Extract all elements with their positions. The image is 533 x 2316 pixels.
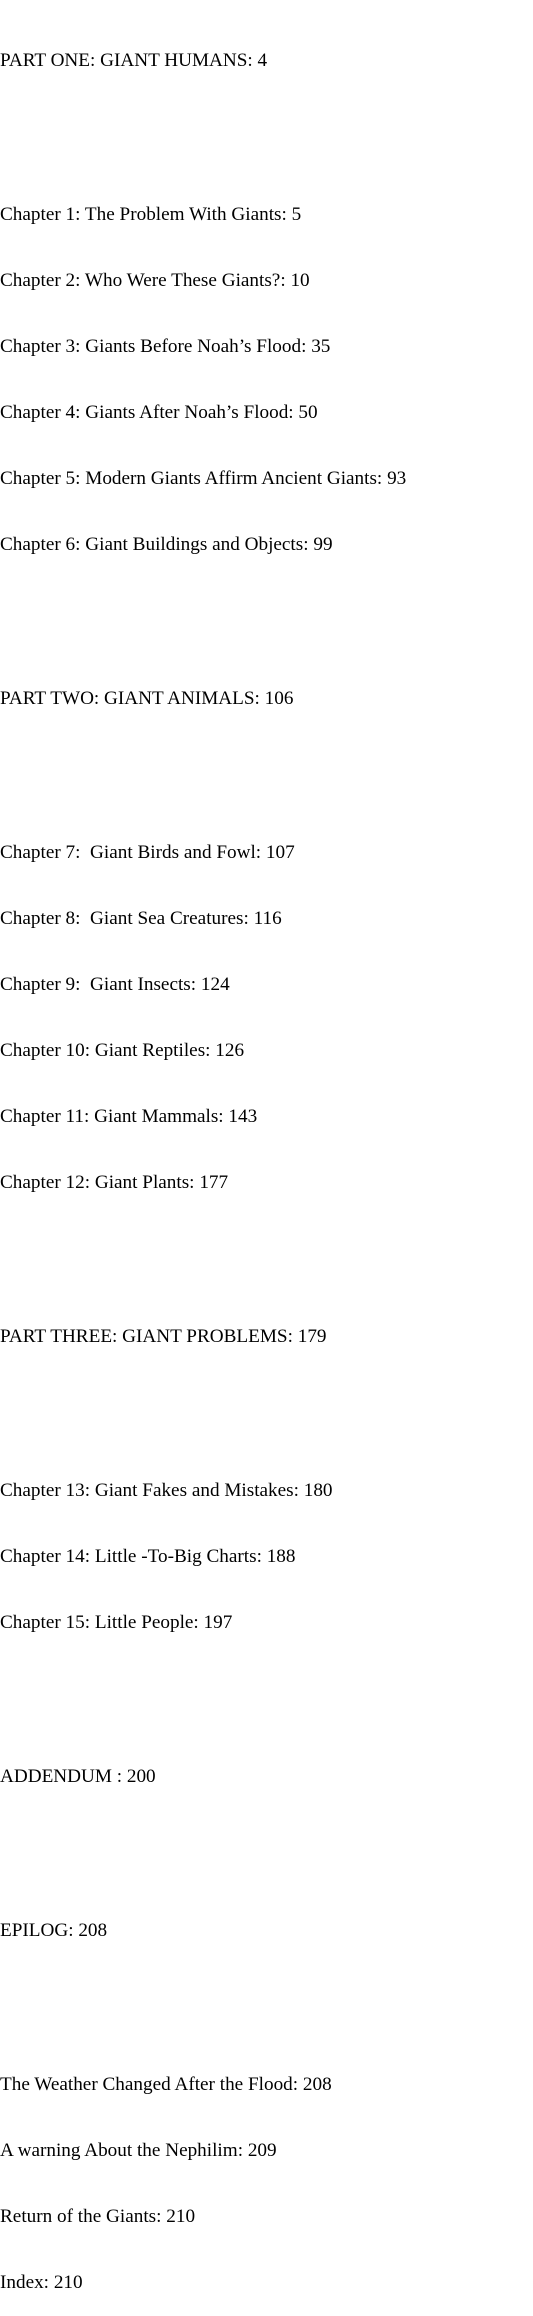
toc-entry-chapter-15: Chapter 15: Little People: 197 — [0, 1612, 233, 1633]
spacer — [0, 1238, 533, 1260]
toc-entry-nephilim: A warning About the Nephilim: 209 — [0, 2140, 277, 2161]
part-three-heading: PART THREE: GIANT PROBLEMS: 179 — [0, 1326, 327, 1347]
toc-entry-chapter-14: Chapter 14: Little -To-Big Charts: 188 — [0, 1546, 296, 1567]
toc-entry-chapter-8: Chapter 8: Giant Sea Creatures: 116 — [0, 908, 282, 929]
toc-entry-chapter-6: Chapter 6: Giant Buildings and Objects: 99 — [0, 534, 333, 555]
epilog-heading: EPILOG: 208 — [0, 1920, 108, 1941]
toc-entry-chapter-13: Chapter 13: Giant Fakes and Mistakes: 180 — [0, 1480, 333, 1501]
toc-entry-chapter-12: Chapter 12: Giant Plants: 177 — [0, 1172, 229, 1193]
spacer — [0, 754, 533, 776]
spacer — [0, 1832, 533, 1854]
toc-entry-chapter-1: Chapter 1: The Problem With Giants: 5 — [0, 204, 302, 225]
toc-entry-chapter-2: Chapter 2: Who Were These Giants?: 10 — [0, 270, 310, 291]
spacer — [0, 1678, 533, 1700]
addendum-heading: ADDENDUM : 200 — [0, 1766, 156, 1787]
toc-entry-chapter-4: Chapter 4: Giants After Noah’s Flood: 50 — [0, 402, 318, 423]
toc-entry-return: Return of the Giants: 210 — [0, 2206, 196, 2227]
toc-entry-chapter-3: Chapter 3: Giants Before Noah’s Flood: 35 — [0, 336, 331, 357]
toc-entry-index: Index: 210 — [0, 2272, 83, 2293]
toc-entry-weather: The Weather Changed After the Flood: 208 — [0, 2074, 332, 2095]
toc-entry-chapter-10: Chapter 10: Giant Reptiles: 126 — [0, 1040, 245, 1061]
spacer — [0, 116, 533, 138]
toc-entry-chapter-7: Chapter 7: Giant Birds and Fowl: 107 — [0, 842, 295, 863]
spacer — [0, 600, 533, 622]
part-one-heading: PART ONE: GIANT HUMANS: 4 — [0, 50, 268, 71]
toc-entry-chapter-9: Chapter 9: Giant Insects: 124 — [0, 974, 230, 995]
spacer — [0, 1986, 533, 2008]
toc-entry-chapter-11: Chapter 11: Giant Mammals: 143 — [0, 1106, 258, 1127]
table-of-contents — [0, 6, 533, 2316]
spacer — [0, 1392, 533, 1414]
toc-entry-chapter-5: Chapter 5: Modern Giants Affirm Ancient Giants: 93 — [0, 468, 407, 489]
part-two-heading: PART TWO: GIANT ANIMALS: 106 — [0, 688, 294, 709]
